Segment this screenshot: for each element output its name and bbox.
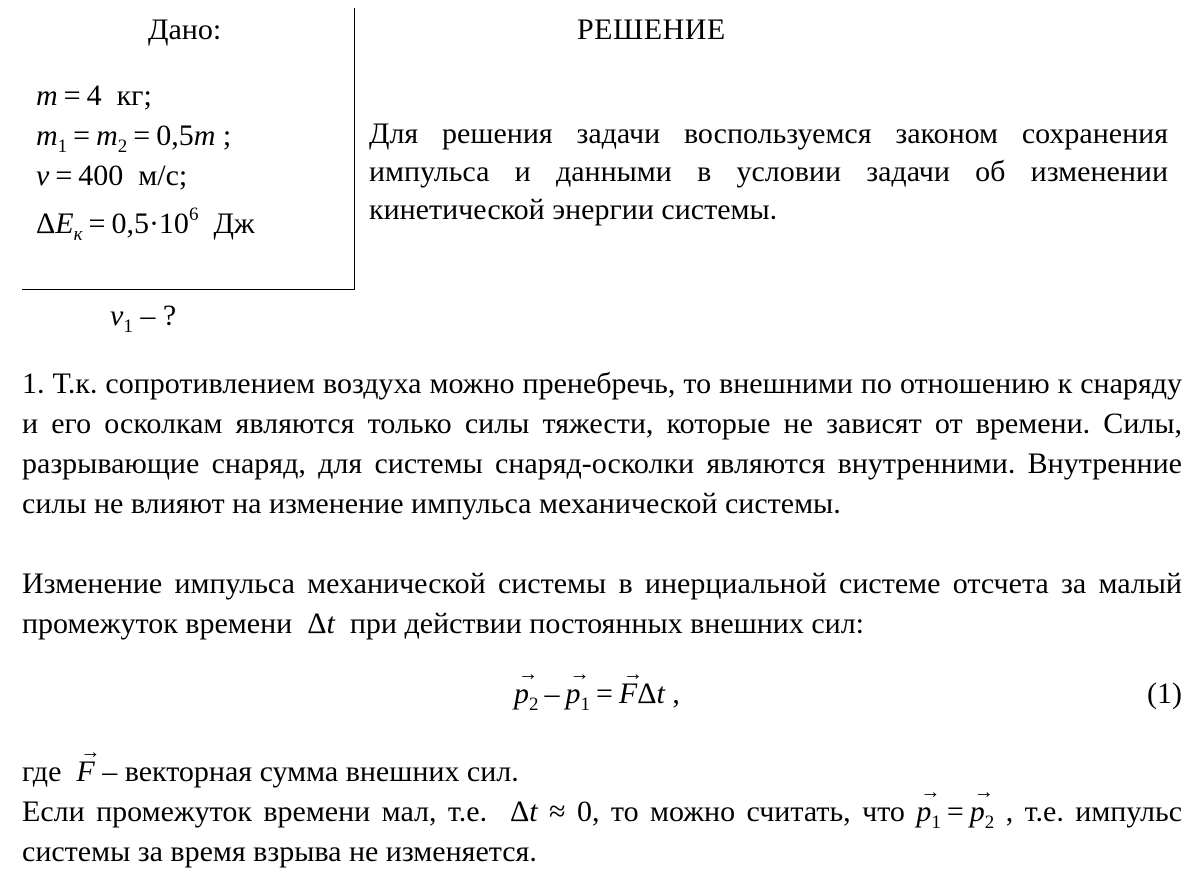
equation-1-number: (1) [1147,677,1182,710]
given-find: $v_1$ – ? [110,299,177,337]
paragraph-1: 1. Т.к. сопротивлением воздуха можно пренебречь, то внешними по отношению к снаряду и его осколкам являются только силы тяжести, которые не зависят от времени. Силы, разрывающие снаряд, для системы снаряд-осколки являются внутренними. Внутренние силы не влияют на изменение импульса механической системы. [22,367,1182,520]
equation-1-body: → $p_2 -\to p_1 =\to F\Delta t$ , [514,670,680,718]
given-velocity: v = 400 м/с; [36,159,188,192]
paragraph-4: Если промежуток времени мал, т.е. Δt ≈ 0, то можно считать, что → $p_1 =\to p_2$ , т.е. импульс системы за время взрыва не изменяется. [22,792,1182,872]
solution-intro: Для решения задачи воспользуемся законом сохранения импульса и данными в условии задачи об изменении кинетической энергии системы. [369,117,1168,226]
given-divider-horizontal [22,289,355,290]
given-title: Дано: [148,13,222,46]
given-fragment-masses: $m_1 = m_2 = 0,5m$ ; [36,119,232,157]
given-mass: m = 4 кг; [36,79,152,112]
paragraph-2: Изменение импульса механической системы в инерциальной системе отсчета за малый промежуток времени Δt при действии постоянных внешних сил: [22,567,1182,640]
solution-title: РЕШЕНИЕ [577,13,726,46]
given-divider-vertical [354,8,355,290]
equation-1 [22,670,1182,718]
paragraph-3: где → F – векторная сумма внешних сил. [22,752,1182,792]
given-energy-change: $\Delta E_к = 0,5\cdot 10^6$ Дж [36,204,255,245]
